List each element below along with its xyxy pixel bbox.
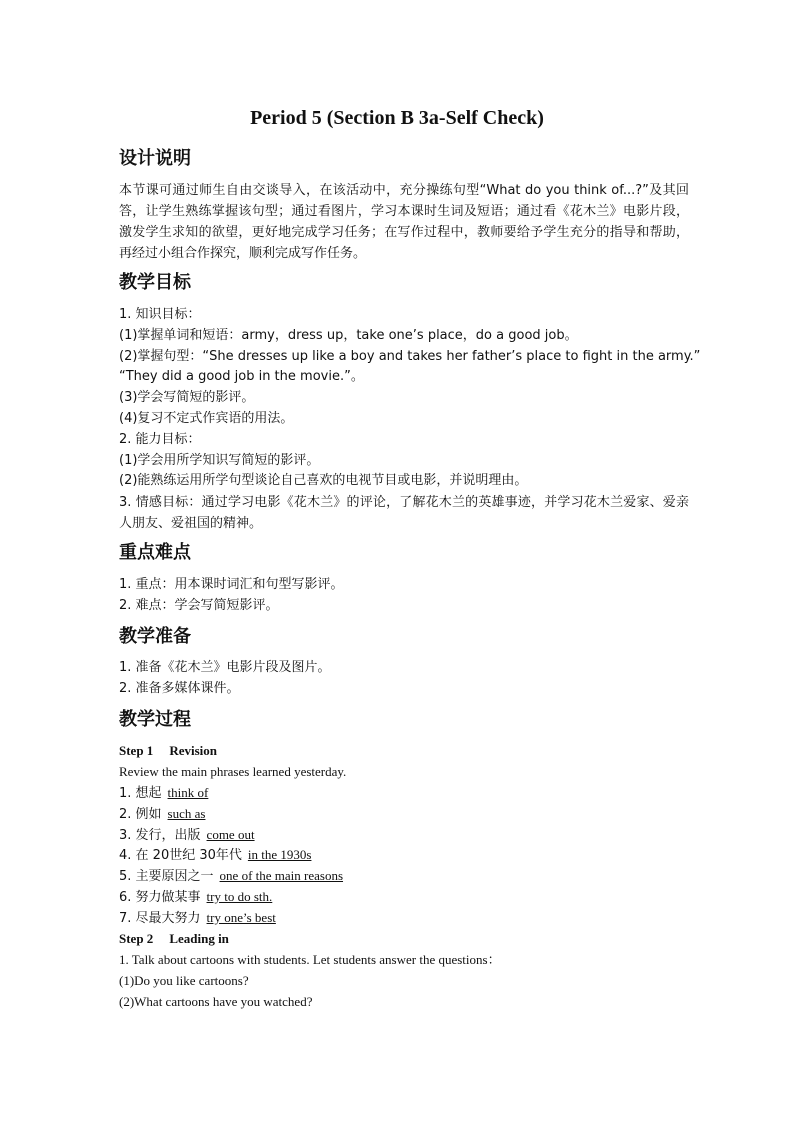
phrase-item — [119, 783, 208, 804]
goals-line: 2. 能力目标： — [119, 432, 201, 447]
goals-line: 3. 情感目标：通过学习电影《花木兰》的评论，了解花木兰的英雄事迹，并学习花木兰爱家、爱亲人朋友、爱祖国的精神。 — [119, 495, 689, 531]
phrase-cn: 3. 发行，出版 — [119, 828, 201, 843]
prep-heading: 教学准备 — [119, 626, 191, 647]
step2-heading — [119, 929, 229, 949]
phrase-en: one of the main reasons — [219, 868, 344, 883]
prep-line: 1. 准备《花木兰》电影片段及图片。 — [119, 660, 331, 675]
phrase-en: such as — [167, 806, 206, 821]
step2-line: (1)Do you like cartoons? — [119, 973, 249, 988]
goals-line: (1)学会用所学知识写简短的影评。 — [119, 453, 320, 468]
step2-line: 1. Talk about cartoons with students. Let students answer the questions： — [119, 952, 501, 967]
phrase-en: try to do sth. — [206, 889, 273, 904]
phrase-en: in the 1930s — [247, 847, 312, 862]
design-paragraph: 本节课可通过师生自由交谈导入，在该活动中，充分操练句型“What do you think of...?”及其回答，让学生熟练掌握该句型；通过看图片，学习本课时生词及短语；通过看《花木兰》电影片段，激发学生求知的欲望，更好地完成学习任务；在写作过程中，教师要给予学生充分的指导和帮助，再经过小组合作探究，顺利完成写作任务。 — [119, 183, 689, 261]
phrase-en: try one’s best — [206, 910, 276, 925]
goals-line: (1)掌握单词和短语：army，dress up，take one’s place，do a good job。 — [119, 328, 578, 343]
phrase-item — [119, 804, 205, 825]
goals-heading: 教学目标 — [119, 272, 191, 293]
phrase-cn: 6. 努力做某事 — [119, 890, 201, 905]
step2-name: Leading in — [169, 931, 229, 946]
phrase-item — [119, 887, 272, 908]
keypoints-heading: 重点难点 — [119, 542, 191, 563]
phrase-item — [119, 908, 276, 929]
goals-line: (3)学会写简短的影评。 — [119, 390, 255, 405]
step2-line: (2)What cartoons have you watched? — [119, 994, 313, 1009]
phrase-cn: 5. 主要原因之一 — [119, 869, 214, 884]
step2-number: Step 2 — [119, 931, 154, 946]
phrase-cn: 7. 尽最大努力 — [119, 911, 201, 926]
phrase-item — [119, 866, 343, 887]
page-title: Period 5 (Section B 3a-Self Check) — [250, 107, 544, 129]
phrase-cn: 4. 在 20世纪 30年代 — [119, 848, 242, 863]
prep-line: 2. 准备多媒体课件。 — [119, 681, 240, 696]
keypoint-line: 2. 难点：学会写简短影评。 — [119, 598, 279, 613]
process-heading: 教学过程 — [119, 709, 191, 730]
goals-line: “They did a good job in the movie.”。 — [119, 369, 364, 384]
phrase-item — [119, 845, 311, 866]
goals-line: 1. 知识目标： — [119, 307, 201, 322]
keypoint-line: 1. 重点：用本课时词汇和句型写影评。 — [119, 577, 344, 592]
step1-number: Step 1 — [119, 743, 154, 758]
design-heading: 设计说明 — [119, 148, 191, 169]
phrase-cn: 2. 例如 — [119, 807, 162, 822]
phrase-en: think of — [167, 785, 209, 800]
goals-line: (2)掌握句型：“She dresses up like a boy and takes her father’s place to fight in the army.” — [119, 349, 701, 364]
goals-line: (4)复习不定式作宾语的用法。 — [119, 411, 294, 426]
phrase-en: come out — [206, 827, 255, 842]
phrase-cn: 1. 想起 — [119, 786, 162, 801]
goals-line: (2)能熟练运用所学句型谈论自己喜欢的电视节目或电影，并说明理由。 — [119, 473, 528, 488]
step1-name: Revision — [169, 743, 217, 758]
phrase-item — [119, 825, 255, 846]
step1-heading — [119, 741, 217, 761]
step1-intro: Review the main phrases learned yesterday. — [119, 764, 347, 779]
